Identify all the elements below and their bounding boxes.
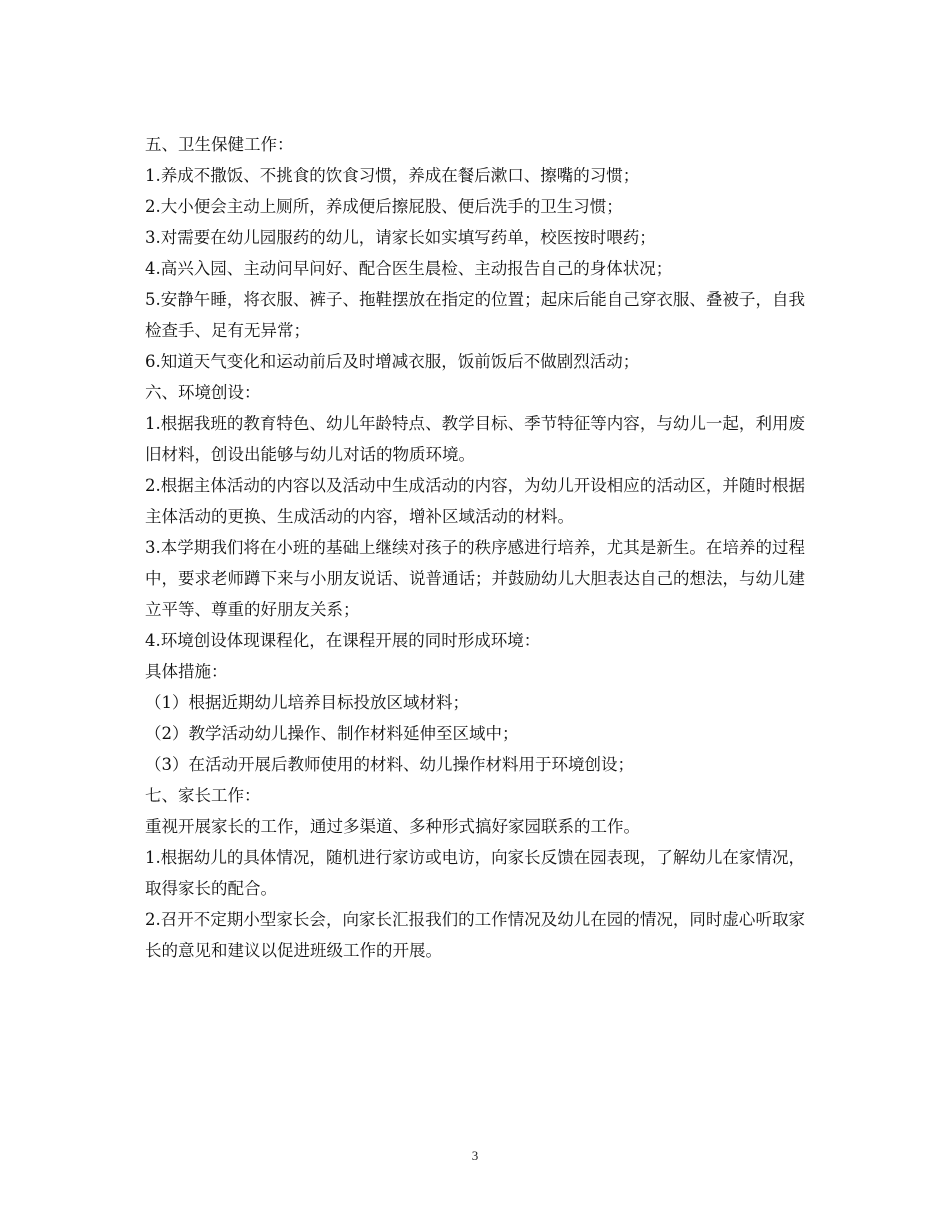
measure-item: （1）根据近期幼儿培养目标投放区域材料； — [145, 693, 469, 712]
list-item: 3.对需要在幼儿园服药的幼儿，请家长如实填写药单，校医按时喂药； — [145, 228, 656, 247]
list-item: 6.知道天气变化和运动前后及时增减衣服，饭前饭后不做剧烈活动； — [145, 352, 640, 371]
measures-heading: 具体措施： — [145, 662, 228, 681]
document-body — [145, 129, 805, 966]
section-heading-parents: 七、家长工作： — [145, 786, 261, 805]
section-heading-hygiene: 五、卫生保健工作： — [145, 135, 294, 154]
list-item: 4.环境创设体现课程化，在课程开展的同时形成环境： — [145, 631, 541, 650]
list-item: 5.安静午睡，将衣服、裤子、拖鞋摆放在指定的位置；起床后能自己穿衣服、叠被子，自我检查手、足有无异常； — [145, 290, 805, 340]
list-item: 4.高兴入园、主动问早问好、配合医生晨检、主动报告自己的身体状况； — [145, 259, 673, 278]
page-number: 3 — [471, 1148, 479, 1163]
list-item: 1.根据我班的教育特色、幼儿年龄特点、教学目标、季节特征等内容，与幼儿一起，利用废旧材料，创设出能够与幼儿对话的物质环境。 — [145, 414, 805, 464]
list-item: 1.根据幼儿的具体情况，随机进行家访或电访，向家长反馈在园表现，了解幼儿在家情况，取得家长的配合。 — [145, 848, 805, 898]
section-heading-environment: 六、环境创设： — [145, 383, 261, 402]
list-item: 2.召开不定期小型家长会，向家长汇报我们的工作情况及幼儿在园的情况，同时虚心听取家长的意见和建议以促进班级工作的开展。 — [145, 910, 805, 960]
body-paragraph: 重视开展家长的工作，通过多渠道、多种形式搞好家园联系的工作。 — [145, 817, 640, 836]
measure-item: （2）教学活动幼儿操作、制作材料延伸至区域中； — [145, 724, 519, 743]
measure-item: （3）在活动开展后教师使用的材料、幼儿操作材料用于环境创设； — [145, 755, 634, 774]
list-item: 2.大小便会主动上厕所，养成便后擦屁股、便后洗手的卫生习惯； — [145, 197, 623, 216]
list-item: 3.本学期我们将在小班的基础上继续对孩子的秩序感进行培养，尤其是新生。在培养的过程中，要求老师蹲下来与小朋友说话、说普通话；并鼓励幼儿大胆表达自己的想法，与幼儿建立平等、尊重的好朋友关系； — [145, 538, 805, 619]
list-item: 1.养成不撒饭、不挑食的饮食习惯，养成在餐后漱口、擦嘴的习惯； — [145, 166, 640, 185]
list-item: 2.根据主体活动的内容以及活动中生成活动的内容，为幼儿开设相应的活动区，并随时根据主体活动的更换、生成活动的内容，增补区域活动的材料。 — [145, 476, 805, 526]
